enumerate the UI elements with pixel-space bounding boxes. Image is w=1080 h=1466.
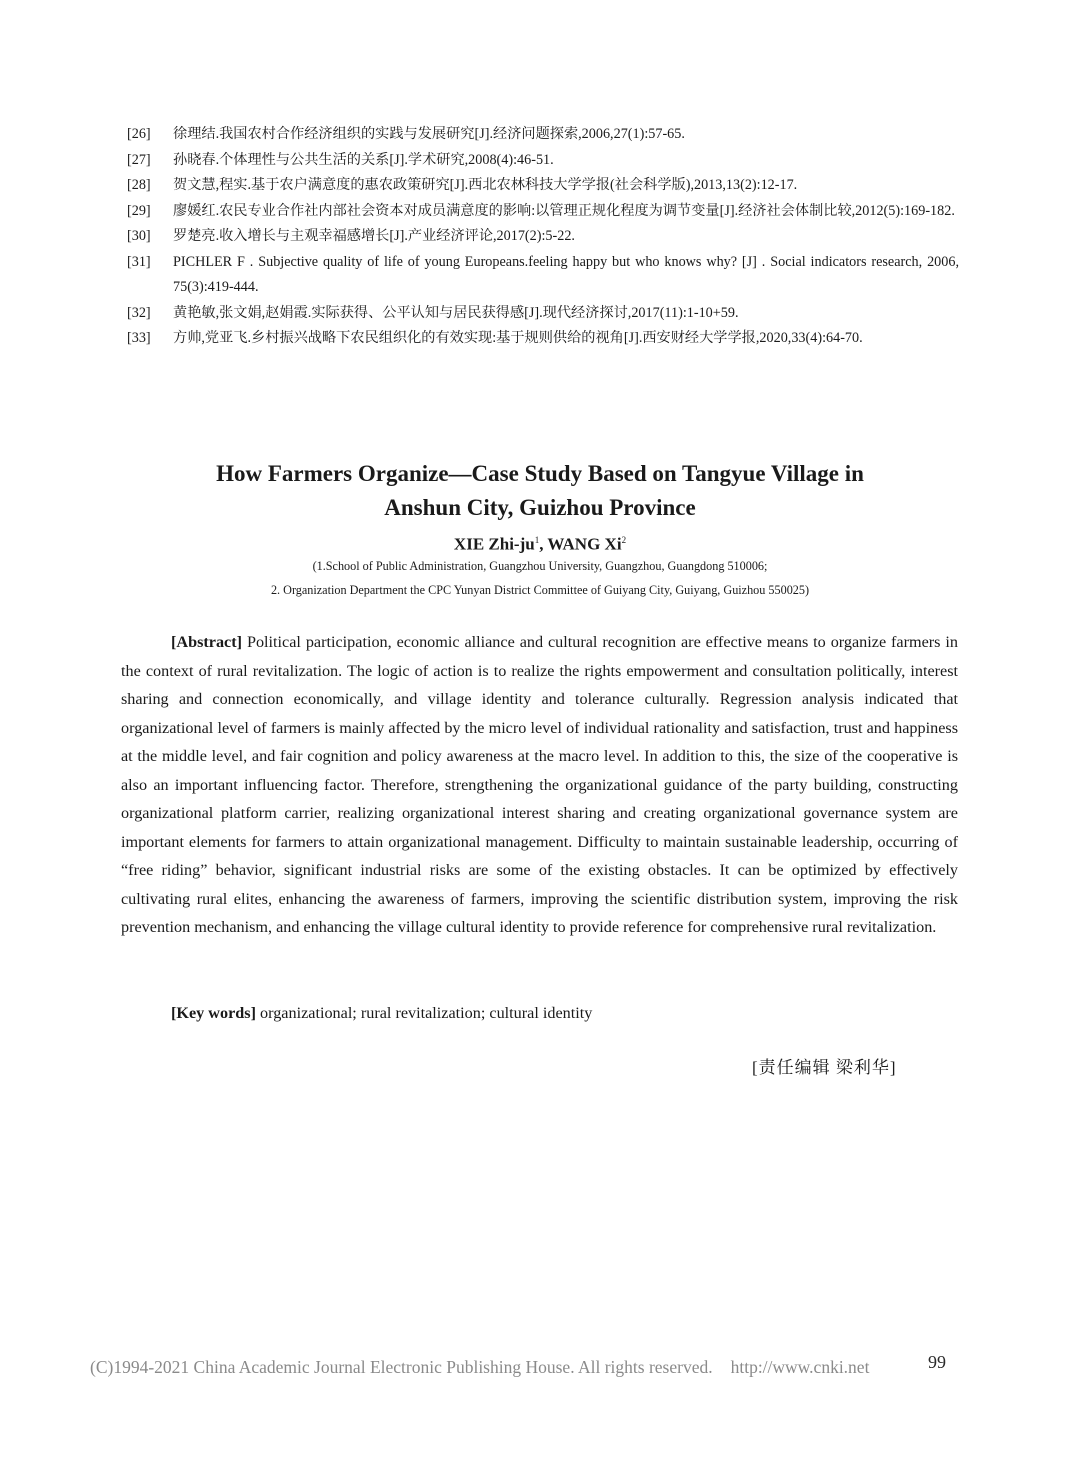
page-number: 99 (928, 1352, 946, 1372)
author-name: WANG Xi (547, 534, 622, 554)
reference-text: 贺文慧,程实.基于农户满意度的惠农政策研究[J].西北农林科技大学学报(社会科学版),2013,13(2):12-17. (173, 177, 798, 193)
paper-title (120, 457, 960, 525)
author-name: XIE Zhi-ju (453, 534, 535, 554)
copyright-text: (C)1994-2021 China Academic Journal Electronic Publishing House. All rights reserved. (90, 1357, 713, 1377)
reference-item (127, 250, 959, 301)
reference-number: [30] (127, 228, 151, 244)
reference-text: 罗楚亮.收入增长与主观幸福感增长[J].产业经济评论,2017(2):5-22. (173, 228, 575, 244)
reference-item (127, 224, 959, 250)
paper-title-line-2: Anshun City, Guizhou Province (384, 495, 696, 520)
reference-number: [33] (127, 330, 151, 346)
footer-url-link[interactable]: http://www.cnki.net (730, 1357, 870, 1377)
reference-text: 廖媛红.农民专业合作社内部社会资本对成员满意度的影响:以管理正规化程度为调节变量[J].经济社会体制比较,2012(5):169-182. (173, 202, 955, 219)
author-line (120, 528, 960, 557)
reference-number: [26] (127, 126, 151, 142)
author-affiliation-mark: 2 (621, 535, 627, 545)
reference-text: 方帅,党亚飞.乡村振兴战略下农民组织化的有效实现:基于规则供给的视角[J].西安财经大学学报,2020,33(4):64-70. (173, 330, 863, 346)
reference-text: 黄艳敏,张文娟,赵娟霞.实际获得、公平认知与居民获得感[J].现代经济探讨,2017(11):1-10+59. (173, 304, 739, 321)
reference-number: [31] (127, 253, 151, 270)
keywords-label: [Key words] (171, 1004, 256, 1022)
paper-title-line-1: How Farmers Organize—Case Study Based on Tangyue Village in (216, 461, 864, 486)
reference-item (127, 301, 959, 327)
abstract-paragraph (121, 628, 958, 942)
reference-item (127, 199, 959, 225)
affiliation-line: (1.School of Public Administration, Guangzhou University, Guangzhou, Guangdong 510006; (312, 559, 768, 573)
reference-number: [27] (127, 151, 151, 168)
author-separator: , (539, 534, 548, 554)
responsible-editor: [责任编辑 梁利华] (752, 1058, 897, 1077)
reference-text: PICHLER F . Subjective quality of life of young Europeans.feeling happy but who knows why? [J] . Social indicators research, 2006, 75(3):419-444. (173, 253, 959, 295)
reference-item (127, 173, 959, 199)
keywords-line (171, 999, 958, 1027)
reference-number: [29] (127, 202, 151, 219)
reference-item (127, 122, 959, 148)
affiliation-line: 2. Organization Department the CPC Yunyan District Committee of Guiyang City, Guiyang, Guizhou 550025) (270, 583, 810, 597)
reference-text: 孙晓春.个体理性与公共生活的关系[J].学术研究,2008(4):46-51. (173, 151, 554, 168)
author-affiliation-mark: 1 (534, 535, 540, 545)
reference-item (127, 326, 959, 352)
abstract-text: Political participation, economic alliance and cultural recognition are effective means to organize farmers in the context of rural revitalization. The logic of action is to realize the rights empowerment and consultation politically, interest sharing and connection economically, and village identity and tolerance culturally. Regression analysis indicated that organizational level of farmers is mainly affected by the micro level of individual rationality and satisfaction, trust and happiness at the middle level, and fair cognition and policy awareness at the macro level. In addition to this, the size of the cooperative is also an important influencing factor. Therefore, strengthening the organizational guidance of the party building, constructing organizational platform carrier, realizing organizational interest sharing and creating organizational governance system are important elements for farmers to attain organizational management. Difficulty to maintain sustainable leadership, occurring of “free riding” behavior, significant industrial risks are some of the existing obstacles. It can be optimized by effectively cultivating rural elites, enhancing the awareness of farmers, improving the scientific distribution system, improving the risk prevention mechanism, and enhancing the village cultural identity to provide reference for comprehensive rural revitalization. (121, 633, 958, 936)
copyright-footer (90, 1354, 970, 1380)
reference-number: [32] (127, 304, 151, 321)
keywords-text: organizational; rural revitalization; cultural identity (260, 1004, 593, 1022)
reference-text: 徐理结.我国农村合作经济组织的实践与发展研究[J].经济问题探索,2006,27(1):57-65. (173, 126, 685, 142)
reference-item (127, 148, 959, 174)
reference-number: [28] (127, 177, 151, 193)
abstract-label: [Abstract] (171, 633, 243, 651)
reference-list (127, 122, 959, 352)
